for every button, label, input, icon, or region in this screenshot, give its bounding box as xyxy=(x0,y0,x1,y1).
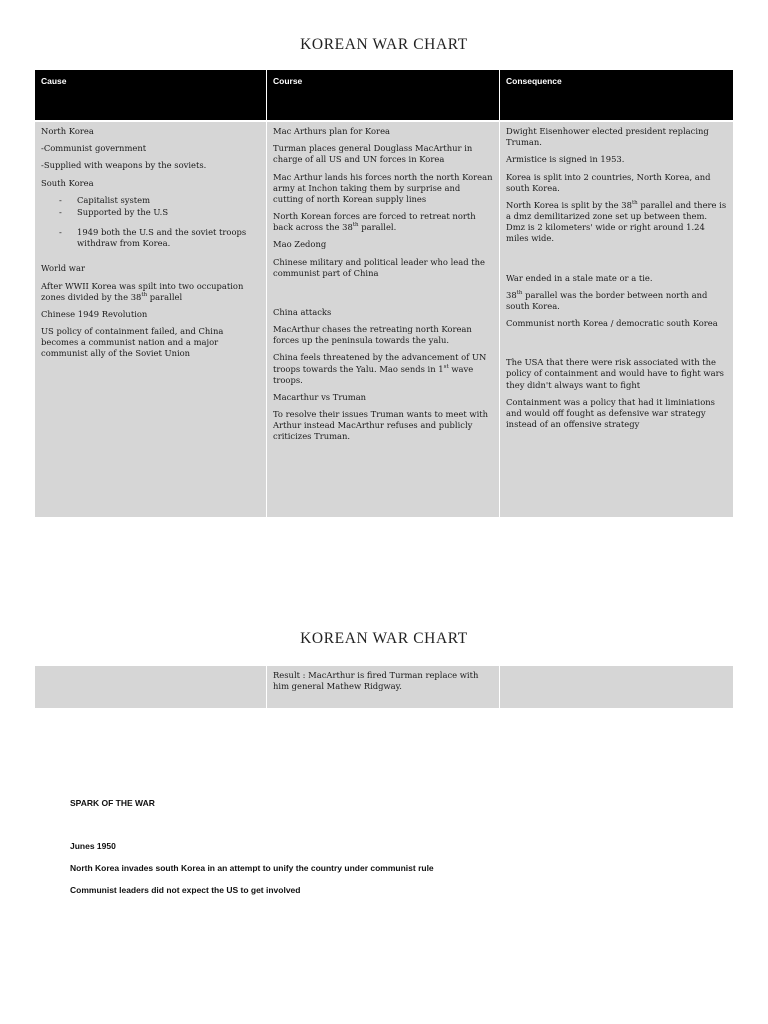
cause-text: South Korea xyxy=(41,177,94,188)
table-continuation-row xyxy=(35,666,733,708)
consequence-text: North Korea is split by the 38th parallel and there is a dmz demilitarized zone set up between them. Dmz is 2 kilometers' wide or right around 1.24 miles wide. xyxy=(506,199,727,244)
page-title: KOREAN WAR CHART xyxy=(300,36,468,53)
consequence-text: Dwight Eisenhower elected president replacing Truman. xyxy=(506,126,709,148)
course-text: China attacks xyxy=(273,306,332,317)
course-text: Turman places general Douglass MacArthur in charge of all US and UN forces in Korea xyxy=(273,143,473,165)
course-cell xyxy=(267,666,500,708)
cause-text: North Korea xyxy=(41,126,94,136)
course-text: Mao Zedong xyxy=(273,239,327,250)
cause-cell xyxy=(35,666,267,708)
consequence-cell xyxy=(500,666,733,708)
course-text: Mac Arthurs plan for Korea xyxy=(273,126,391,136)
course-text: MacArthur chases the retreating north Korean forces up the peninsula towards the yalu. xyxy=(273,324,472,346)
cause-text: World war xyxy=(41,263,85,274)
list-item: - Supported by the U.S xyxy=(77,207,260,218)
cause-text: Chinese 1949 Revolution xyxy=(41,308,148,319)
section-title: KOREAN WAR CHART xyxy=(300,630,468,647)
cause-text: US policy of containment failed, and China becomes a communist nation and a major communist ally of the Soviet Union xyxy=(41,326,224,359)
course-text: Chinese military and political leader who lead the communist part of China xyxy=(273,256,485,278)
course-text: To resolve their issues Truman wants to meet with Arthur instead MacArthur refuses and publicly criticizes Truman. xyxy=(273,409,489,442)
cause-text: After WWII Korea was spilt into two occupation zones divided by the 38th parallel xyxy=(41,280,244,302)
consequence-text: The USA that there were risk associated with the policy of containment and would have to fight wars they didn't always want to fight xyxy=(506,357,724,390)
consequence-text: Korea is split into 2 countries, North Korea, and south Korea. xyxy=(506,171,711,193)
spark-text: Communist leaders did not expect the US to get involved xyxy=(70,885,301,895)
header-cause: Cause xyxy=(35,70,267,120)
spark-date: Junes 1950 xyxy=(70,841,116,851)
cause-text: -Supplied with weapons by the soviets. xyxy=(41,160,207,171)
course-text: Macarthur vs Truman xyxy=(273,391,367,402)
consequence-text: Communist north Korea / democratic south Korea xyxy=(506,318,718,329)
cause-cell xyxy=(35,122,267,517)
course-text: Result : MacArthur is fired Turman replace with him general Mathew Ridgway. xyxy=(273,670,479,692)
consequence-cell xyxy=(500,122,733,517)
consequence-text: War ended in a stale mate or a tie. xyxy=(506,272,653,283)
header-course: Course xyxy=(267,70,500,120)
header-consequence: Consequence xyxy=(506,76,562,86)
spark-text: North Korea invades south Korea in an attempt to unify the country under communist rule xyxy=(70,863,434,873)
consequence-text: Armistice is signed in 1953. xyxy=(506,154,625,165)
course-text: China feels threatened by the advancement of UN troops towards the Yalu. Mao sends in 1st wave troops. xyxy=(273,352,487,385)
list-item: - 1949 both the U.S and the soviet troops withdraw from Korea. xyxy=(77,227,260,249)
cause-text: -Communist government xyxy=(41,143,147,154)
cause-list xyxy=(41,195,260,250)
table-body-row xyxy=(35,122,733,517)
spark-heading: SPARK OF THE WAR xyxy=(70,798,155,808)
course-text: North Korean forces are forced to retreat north back across the 38th parallel. xyxy=(273,211,476,233)
consequence-text: Containment was a policy that had it liminiations and would off fought as defensive war strategy instead of an offensive strategy xyxy=(506,396,715,430)
course-cell xyxy=(267,122,500,517)
course-text: Mac Arthur lands his forces north the north Korean army at Inchon taking them by surprise and cutting of north Korean supply lines xyxy=(273,171,493,204)
consequence-text: 38th parallel was the border between north and south Korea. xyxy=(506,289,708,311)
table-header-row xyxy=(35,70,733,120)
list-item: - Capitalist system xyxy=(77,195,260,206)
